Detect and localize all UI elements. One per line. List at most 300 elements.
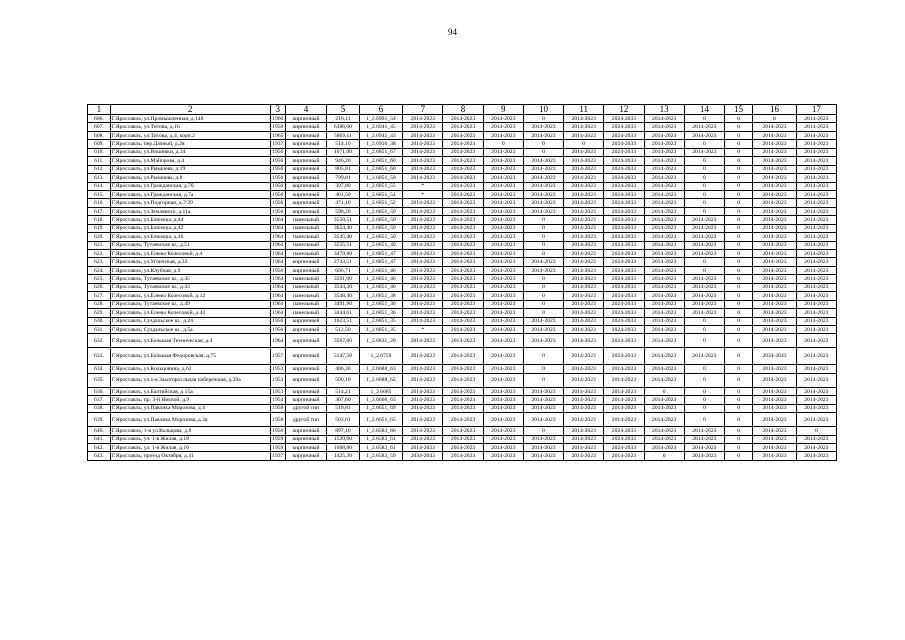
- address-cell: Г.Ярославль, ул.Елены Колесовой, д.42: [110, 309, 270, 317]
- table-cell: *: [403, 182, 443, 190]
- table-cell: 2014-2023: [604, 365, 644, 373]
- table-cell: 2014-2023: [644, 275, 684, 283]
- table-cell: 2014-2023: [403, 216, 443, 224]
- table-row: [88, 233, 837, 241]
- table-row: [88, 325, 837, 333]
- table-cell: 0: [684, 115, 724, 123]
- table-cell: 1956: [270, 266, 285, 274]
- table-cell: 1964: [270, 334, 285, 348]
- table-cell: 1956: [270, 207, 285, 215]
- table-cell: 2014-2023: [523, 266, 563, 274]
- column-number: 9: [483, 105, 523, 115]
- table-cell: 1960: [270, 115, 285, 123]
- table-cell: 2014-2023: [483, 190, 523, 198]
- table-cell: 0: [724, 334, 752, 348]
- table-cell: 2014-2023: [604, 413, 644, 427]
- table-cell: 2014-2023: [644, 427, 684, 435]
- table-row: [88, 365, 837, 373]
- table-cell: 2014-2023: [483, 266, 523, 274]
- table-cell: 2014-2023: [684, 427, 724, 435]
- table-cell: 2014-2023: [564, 275, 604, 283]
- table-cell: 2014-2023: [564, 317, 604, 325]
- table-cell: 616.: [88, 199, 111, 207]
- table-cell: 2014-2023: [523, 258, 563, 266]
- table-cell: 2014-2023: [403, 199, 443, 207]
- table-cell: 2014-2023: [443, 283, 483, 291]
- table-cell: 2014-2023: [483, 174, 523, 182]
- table-cell: 2014-2023: [796, 250, 836, 258]
- table-cell: 2014-2023: [604, 452, 644, 460]
- table-cell: 2014-2023: [403, 115, 443, 123]
- table-cell: 2014-2023: [483, 387, 523, 395]
- table-cell: 0: [684, 174, 724, 182]
- table-cell: 2014-2023: [753, 224, 796, 232]
- table-cell: кирпичный: [285, 444, 326, 452]
- table-cell: 397,80: [327, 182, 360, 190]
- table-cell: 1953: [270, 365, 285, 373]
- table-cell: 2014-2023: [604, 373, 644, 387]
- table-cell: 1_2.6688_62: [359, 373, 402, 387]
- table-row: [88, 334, 837, 348]
- table-cell: 2014-2023: [483, 165, 523, 173]
- column-number: 14: [684, 105, 724, 115]
- address-cell: Г.Ярославль, ул.Блюхера, д.44: [110, 216, 270, 224]
- table-cell: 611.: [88, 157, 111, 165]
- table-cell: 2014-2023: [564, 216, 604, 224]
- table-cell: 2014-2023: [523, 199, 563, 207]
- table-cell: панельный: [285, 233, 326, 241]
- table-cell: 2014-2023: [443, 317, 483, 325]
- table-cell: 2014-2023: [753, 157, 796, 165]
- table-cell: 2014-2023: [564, 148, 604, 156]
- table-cell: 1_2.6651_69: [359, 404, 402, 412]
- table-cell: 2014-2023: [644, 199, 684, 207]
- table-row: [88, 207, 837, 215]
- table-cell: 609.: [88, 140, 111, 148]
- table-cell: 2024-2033: [604, 435, 644, 443]
- table-row: [88, 190, 837, 198]
- table-cell: 2014-2023: [443, 365, 483, 373]
- table-cell: 2014-2023: [483, 123, 523, 131]
- table-cell: 514,10: [327, 140, 360, 148]
- table-cell: кирпичный: [285, 325, 326, 333]
- table-cell: 1953: [270, 373, 285, 387]
- table-cell: 2014-2023: [753, 404, 796, 412]
- table-cell: 1608,80: [327, 444, 360, 452]
- table-row: [88, 165, 837, 173]
- table-cell: 1_2.6851_47: [359, 250, 402, 258]
- table-cell: 2014-2023: [564, 190, 604, 198]
- table-cell: 2014-2023: [644, 300, 684, 308]
- table-cell: 2014-2023: [443, 224, 483, 232]
- table-cell: панельный: [285, 292, 326, 300]
- table-cell: 632.: [88, 334, 111, 348]
- table-cell: 1957: [270, 348, 285, 365]
- table-cell: 2014-2023: [443, 157, 483, 165]
- table-cell: панельный: [285, 216, 326, 224]
- table-cell: 1071,00: [327, 148, 360, 156]
- table-cell: 2014-2023: [483, 435, 523, 443]
- table-cell: 2014-2023: [564, 292, 604, 300]
- table-cell: 0: [523, 115, 563, 123]
- table-cell: 2014-2023: [564, 452, 604, 460]
- table-cell: 471,10: [327, 199, 360, 207]
- table-cell: 2014-2023: [796, 123, 836, 131]
- table-cell: 2024-2033: [604, 199, 644, 207]
- address-cell: Г.Ярославль, Тутаевское ш., д.49: [110, 300, 270, 308]
- table-cell: 2014-2023: [644, 309, 684, 317]
- table-cell: 0: [523, 216, 563, 224]
- table-cell: 2014-2023: [644, 250, 684, 258]
- table-cell: 2014-2023: [564, 115, 604, 123]
- table-cell: 2014-2023: [443, 334, 483, 348]
- table-cell: 2024-2033: [604, 233, 644, 241]
- table-cell: 2014-2023: [796, 174, 836, 182]
- column-number: 3: [270, 105, 285, 115]
- table-cell: 2014-2023: [684, 283, 724, 291]
- table-cell: 2024-2033: [604, 207, 644, 215]
- table-cell: 3444,61: [327, 309, 360, 317]
- table-row: [88, 373, 837, 387]
- table-row: [88, 115, 837, 123]
- table-cell: 2014-2023: [753, 373, 796, 387]
- table-cell: 1_2.6851_50: [359, 207, 402, 215]
- address-cell: Г.Ярославль, ул.Угличская, д.32: [110, 258, 270, 266]
- address-cell: Г.Ярославль, Суздальское ш., д.5а: [110, 325, 270, 333]
- column-number: 4: [285, 105, 326, 115]
- table-cell: 2024-2033: [604, 115, 644, 123]
- table-cell: 2014-2023: [483, 250, 523, 258]
- table-cell: 2014-2023: [483, 348, 523, 365]
- table-cell: 0: [724, 444, 752, 452]
- table-cell: 1_2.6851_47: [359, 258, 402, 266]
- table-cell: 2014-2023: [483, 233, 523, 241]
- table-row: [88, 404, 837, 412]
- table-cell: 2014-2023: [564, 207, 604, 215]
- table-cell: 2014-2023: [753, 292, 796, 300]
- table-cell: панельный: [285, 250, 326, 258]
- table-cell: 2014-2023: [564, 199, 604, 207]
- table-cell: 2014-2023: [403, 258, 443, 266]
- table-cell: 2014-2023: [564, 348, 604, 365]
- table-cell: 2014-2023: [684, 444, 724, 452]
- table-cell: 2024-2033: [604, 140, 644, 148]
- table-cell: 2014-2023: [796, 131, 836, 139]
- address-cell: Г.Ярославль, ул.Гражданская, д.7б: [110, 182, 270, 190]
- table-cell: 0: [523, 309, 563, 317]
- table-cell: 2014-2023: [564, 283, 604, 291]
- table-cell: 618.: [88, 216, 111, 224]
- table-cell: 0: [523, 140, 563, 148]
- table-cell: панельный: [285, 275, 326, 283]
- table-row: [88, 427, 837, 435]
- table-cell: 2014-2023: [403, 365, 443, 373]
- table-cell: 2014-2023: [684, 131, 724, 139]
- table-cell: 1964: [270, 292, 285, 300]
- table-cell: 2014-2023: [644, 325, 684, 333]
- table-cell: 623.: [88, 258, 111, 266]
- table-cell: 2024-2033: [604, 250, 644, 258]
- table-cell: 0: [684, 258, 724, 266]
- address-cell: Г.Ярославль, ул.Вишняки, д.34: [110, 148, 270, 156]
- table-cell: 2014-2023: [483, 182, 523, 190]
- table-cell: 635.: [88, 373, 111, 387]
- table-cell: 1_2.6851_46: [359, 266, 402, 274]
- table-cell: 2014-2023: [483, 258, 523, 266]
- table-cell: 3591,00: [327, 275, 360, 283]
- table-row: [88, 140, 837, 148]
- table-cell: 2014-2023: [564, 427, 604, 435]
- table-cell: панельный: [285, 283, 326, 291]
- table-cell: 2014-2023: [403, 413, 443, 427]
- table-cell: 1958: [270, 413, 285, 427]
- table-cell: 0: [523, 283, 563, 291]
- table-cell: 2014-2023: [796, 365, 836, 373]
- table-cell: 0: [724, 325, 752, 333]
- table-cell: 2014-2023: [483, 334, 523, 348]
- table-cell: 608.: [88, 131, 111, 139]
- table-cell: 2014-2023: [443, 174, 483, 182]
- table-cell: 0: [684, 413, 724, 427]
- table-cell: 2014-2023: [443, 325, 483, 333]
- table-cell: 2014-2023: [523, 387, 563, 395]
- table-row: [88, 292, 837, 300]
- address-cell: Г.Ярославль, ул.Титова, д.16: [110, 123, 270, 131]
- table-cell: кирпичный: [285, 373, 326, 387]
- table-cell: 2014-2023: [403, 283, 443, 291]
- table-cell: 2014-2023: [403, 148, 443, 156]
- table-row: [88, 309, 837, 317]
- table-cell: 2024-2033: [604, 292, 644, 300]
- table-cell: 2014-2023: [483, 283, 523, 291]
- table-cell: 2014-2023: [564, 131, 604, 139]
- table-cell: 2014-2023: [564, 334, 604, 348]
- table-cell: 0: [724, 373, 752, 387]
- table-cell: 2014-2023: [443, 123, 483, 131]
- table-cell: 0: [724, 123, 752, 131]
- table-cell: 2014-2023: [523, 452, 563, 460]
- table-cell: 615.: [88, 190, 111, 198]
- table-cell: 0: [684, 157, 724, 165]
- table-cell: 0: [724, 241, 752, 249]
- table-cell: 2024-2033: [604, 258, 644, 266]
- table-cell: 0: [684, 165, 724, 173]
- table-cell: 1_2.6851_55: [359, 182, 402, 190]
- table-cell: 2014-2023: [564, 309, 604, 317]
- table-row: [88, 266, 837, 274]
- table-cell: 2014-2023: [483, 373, 523, 387]
- table-cell: 2014-2023: [644, 258, 684, 266]
- table-cell: 2014-2023: [443, 300, 483, 308]
- table-cell: 0: [724, 182, 752, 190]
- table-cell: 2014-2023: [796, 224, 836, 232]
- table-cell: 503,61: [327, 413, 360, 427]
- table-cell: 2014-2023: [564, 365, 604, 373]
- table-cell: 2014-2023: [443, 387, 483, 395]
- table-cell: 2014-2023: [684, 250, 724, 258]
- table-cell: 2014-2023: [523, 131, 563, 139]
- table-cell: 2014-2023: [796, 348, 836, 365]
- table-cell: 2014-2023: [564, 300, 604, 308]
- address-cell: Г.Ярославль, проезд Октября, д.41: [110, 452, 270, 460]
- table-cell: 2024-2033: [604, 216, 644, 224]
- table-cell: 2014-2023: [684, 148, 724, 156]
- table-cell: 2024-2033: [604, 283, 644, 291]
- column-number: 16: [753, 105, 796, 115]
- table-cell: 2014-2023: [443, 444, 483, 452]
- address-cell: Г.Ярославль, ул.Рыкачева, д.19: [110, 165, 270, 173]
- table-cell: 2014-2023: [564, 413, 604, 427]
- table-cell: 2014-2023: [403, 157, 443, 165]
- table-cell: кирпичный: [285, 427, 326, 435]
- table-cell: 2024-2033: [604, 182, 644, 190]
- table-cell: 2014-2023: [644, 131, 684, 139]
- table-row: [88, 123, 837, 131]
- table-cell: 2014-2023: [644, 148, 684, 156]
- page-number: 94: [448, 27, 457, 37]
- table-cell: 2014-2023: [753, 148, 796, 156]
- table-row: [88, 131, 837, 139]
- table-cell: 2024-2033: [604, 325, 644, 333]
- column-number: 8: [443, 105, 483, 115]
- table-cell: 1958: [270, 123, 285, 131]
- table-cell: 2014-2023: [523, 157, 563, 165]
- column-number: 7: [403, 105, 443, 115]
- table-row: [88, 387, 837, 395]
- table-cell: 2024-2033: [604, 174, 644, 182]
- table-cell: 2014-2023: [443, 199, 483, 207]
- table-cell: 2014-2023: [443, 115, 483, 123]
- table-cell: 3550,51: [327, 216, 360, 224]
- table-cell: 2014-2023: [796, 190, 836, 198]
- table-cell: 2014-2023: [644, 365, 684, 373]
- table-cell: 2014-2023: [644, 413, 684, 427]
- table-cell: 1_2.6851_67: [359, 148, 402, 156]
- table-cell: кирпичный: [285, 334, 326, 348]
- table-cell: 2014-2023: [644, 266, 684, 274]
- table-cell: 1_2.6685: [359, 387, 402, 395]
- table-cell: 2014-2023: [443, 140, 483, 148]
- table-cell: 606.: [88, 115, 111, 123]
- table-cell: 1_2.6851_49: [359, 241, 402, 249]
- table-cell: 2014-2023: [564, 258, 604, 266]
- table-cell: 0: [724, 258, 752, 266]
- table-cell: 2014-2023: [796, 413, 836, 427]
- table-cell: 0: [684, 334, 724, 348]
- table-cell: 0: [724, 216, 752, 224]
- table-cell: 2014-2023: [753, 325, 796, 333]
- housing-register-table: [87, 104, 837, 461]
- table-cell: 2743,51: [327, 258, 360, 266]
- table-cell: 2014-2023: [796, 207, 836, 215]
- table-cell: 2014-2023: [403, 131, 443, 139]
- table-cell: *: [403, 325, 443, 333]
- table-cell: 2014-2023: [483, 365, 523, 373]
- table-cell: 0: [523, 348, 563, 365]
- table-cell: 626.: [88, 283, 111, 291]
- table-cell: 2014-2023: [403, 224, 443, 232]
- table-cell: 1_2.6851_52: [359, 199, 402, 207]
- table-cell: 0: [753, 115, 796, 123]
- table-cell: 613.: [88, 174, 111, 182]
- table-cell: 1964: [270, 275, 285, 283]
- table-cell: 2014-2023: [753, 387, 796, 395]
- table-cell: 805,81: [327, 165, 360, 173]
- table-cell: 2014-2023: [523, 325, 563, 333]
- table-cell: 3544,30: [327, 283, 360, 291]
- address-cell: Г.Ярославль, ул.Титова, д.4, корп.2: [110, 131, 270, 139]
- table-cell: 2014-2023: [403, 404, 443, 412]
- table-cell: 2014-2023: [403, 334, 443, 348]
- table-cell: 1964: [270, 283, 285, 291]
- table-cell: 2034-2043: [403, 452, 443, 460]
- table-cell: 1964: [270, 241, 285, 249]
- table-cell: 2014-2023: [523, 165, 563, 173]
- table-cell: 2014-2023: [483, 444, 523, 452]
- address-cell: Г.Ярославль, ул. 1-я Жилая, д.16: [110, 444, 270, 452]
- table-cell: 2014-2023: [644, 165, 684, 173]
- table-cell: 799,81: [327, 174, 360, 182]
- table-cell: кирпичный: [285, 182, 326, 190]
- table-cell: 2014-2023: [523, 404, 563, 412]
- table-cell: 2014-2023: [564, 404, 604, 412]
- table-cell: 2014-2023: [753, 250, 796, 258]
- table-cell: 1_2.6583_59: [359, 452, 402, 460]
- table-cell: 633.: [88, 348, 111, 365]
- table-cell: 2014-2023: [644, 241, 684, 249]
- table-cell: 2014-2023: [796, 148, 836, 156]
- table-cell: 2014-2023: [796, 258, 836, 266]
- table-cell: 2024-2033: [604, 309, 644, 317]
- table-cell: 2014-2023: [753, 216, 796, 224]
- table-cell: 2014-2023: [644, 292, 684, 300]
- table-cell: 2014-2023: [796, 317, 836, 325]
- table-cell: 2014-2023: [684, 275, 724, 283]
- table-cell: 2014-2023: [644, 283, 684, 291]
- table-cell: 2014-2023: [753, 452, 796, 460]
- table-cell: 2024-2033: [604, 275, 644, 283]
- table-cell: 2014-2023: [483, 224, 523, 232]
- table-cell: 2014-2023: [753, 396, 796, 404]
- table-cell: 2014-2023: [564, 123, 604, 131]
- table-cell: 0: [684, 387, 724, 395]
- table-cell: кирпичный: [285, 131, 326, 139]
- table-cell: 0: [564, 140, 604, 148]
- table-cell: 2024-2033: [604, 300, 644, 308]
- table-cell: 5869,11: [327, 131, 360, 139]
- table-cell: 2024-2033: [604, 148, 644, 156]
- column-number: 2: [110, 105, 270, 115]
- table-cell: 2014-2023: [796, 199, 836, 207]
- table-cell: 0: [724, 427, 752, 435]
- table-cell: 2014-2023: [443, 182, 483, 190]
- table-cell: 0: [523, 233, 563, 241]
- table-cell: 2014-2023: [753, 300, 796, 308]
- table-row: [88, 275, 837, 283]
- table-cell: 1956: [270, 174, 285, 182]
- table-cell: 624.: [88, 266, 111, 274]
- table-cell: кирпичный: [285, 140, 326, 148]
- table-cell: 2014-2023: [604, 404, 644, 412]
- table-row: [88, 216, 837, 224]
- table-cell: 2014-2023: [403, 241, 443, 249]
- table-cell: 0: [724, 165, 752, 173]
- table-cell: 2014-2023: [684, 224, 724, 232]
- table-cell: 0: [523, 427, 563, 435]
- table-row: [88, 250, 837, 258]
- table-cell: 2014-2023: [753, 317, 796, 325]
- table-cell: 2014-2023: [403, 123, 443, 131]
